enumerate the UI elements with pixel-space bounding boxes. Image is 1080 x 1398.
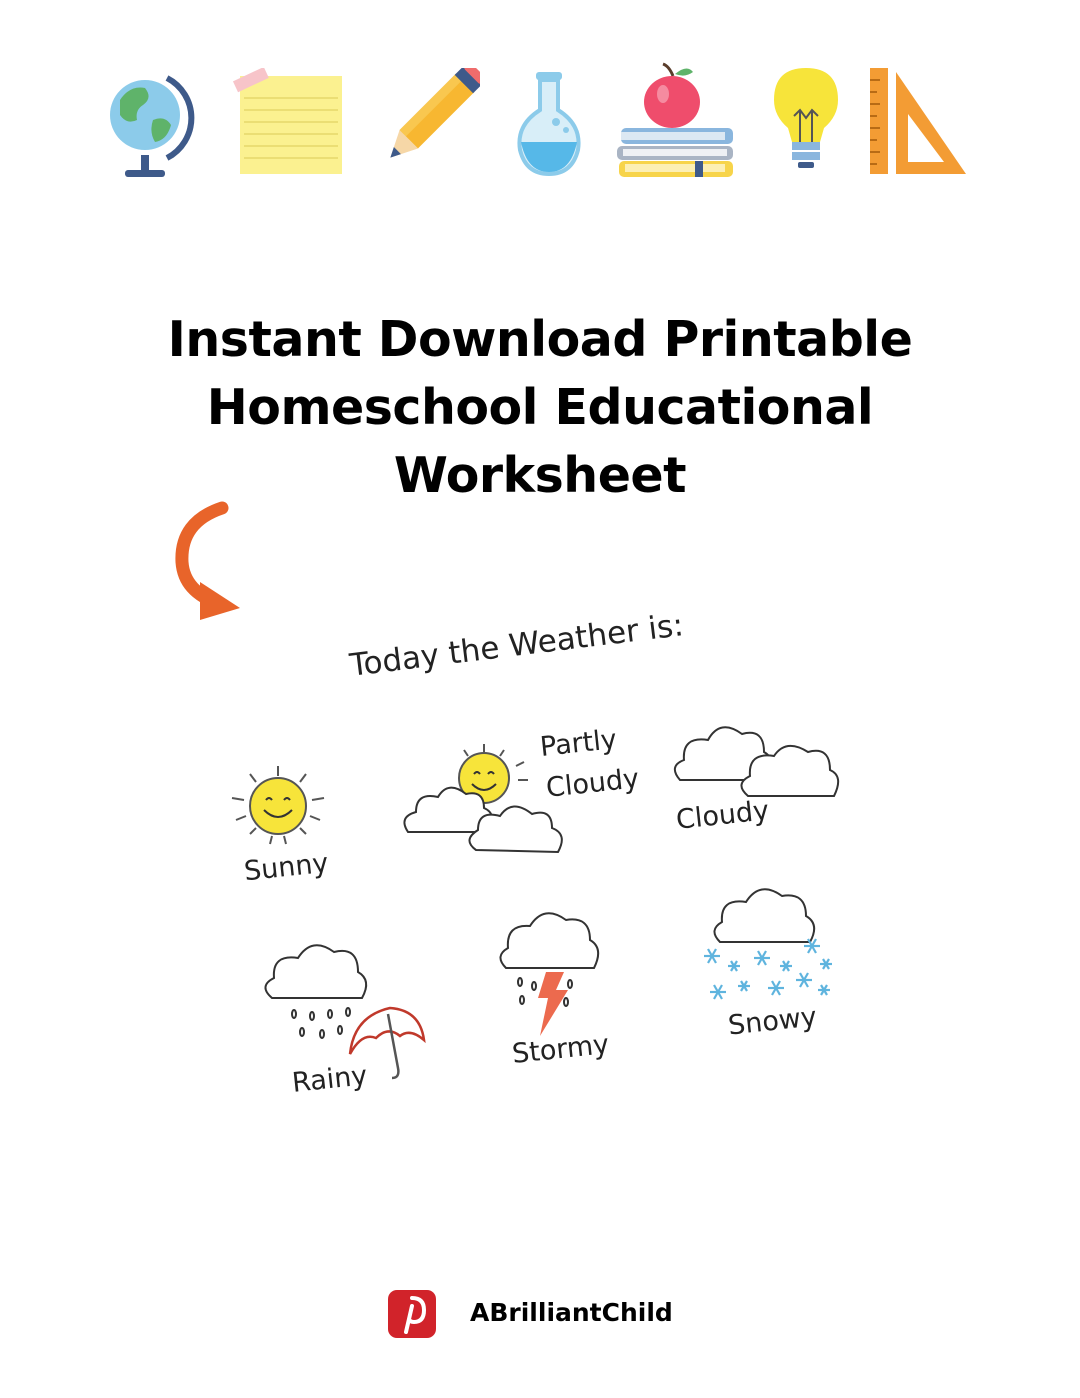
weather-heading: Today the Weather is: xyxy=(347,607,686,684)
globe-icon xyxy=(105,70,195,180)
label-sunny: Sunny xyxy=(242,847,330,888)
pinterest-icon[interactable] xyxy=(388,1290,436,1338)
sticky-note-icon xyxy=(232,68,347,178)
label-snowy: Snowy xyxy=(726,1001,819,1042)
header-icon-row xyxy=(0,0,1080,200)
clouds-icon xyxy=(668,716,843,804)
label-stormy: Stormy xyxy=(510,1029,611,1070)
ruler-triangle-icon xyxy=(868,66,968,178)
footer-brand xyxy=(388,1290,688,1340)
curved-arrow-icon xyxy=(170,500,250,625)
label-partly: Partly xyxy=(538,724,619,763)
brand-name[interactable]: ABrilliantChild xyxy=(470,1298,673,1327)
lightbulb-icon xyxy=(770,66,842,171)
snow-icon xyxy=(700,880,840,1010)
title-line-2: Homeschool Educational xyxy=(206,379,874,436)
page-title xyxy=(0,306,1080,510)
label-cloudy: Cloudy xyxy=(674,795,771,836)
pencil-icon xyxy=(370,68,480,178)
label-cloudy-2: Cloudy xyxy=(544,763,641,804)
label-rainy: Rainy xyxy=(290,1060,369,1099)
apple-books-icon xyxy=(615,62,740,180)
title-line-3: Worksheet xyxy=(393,447,687,504)
flask-icon xyxy=(512,70,587,180)
sun-icon xyxy=(228,764,328,849)
title-line-1: Instant Download Printable xyxy=(167,311,913,368)
storm-icon xyxy=(494,902,606,1042)
